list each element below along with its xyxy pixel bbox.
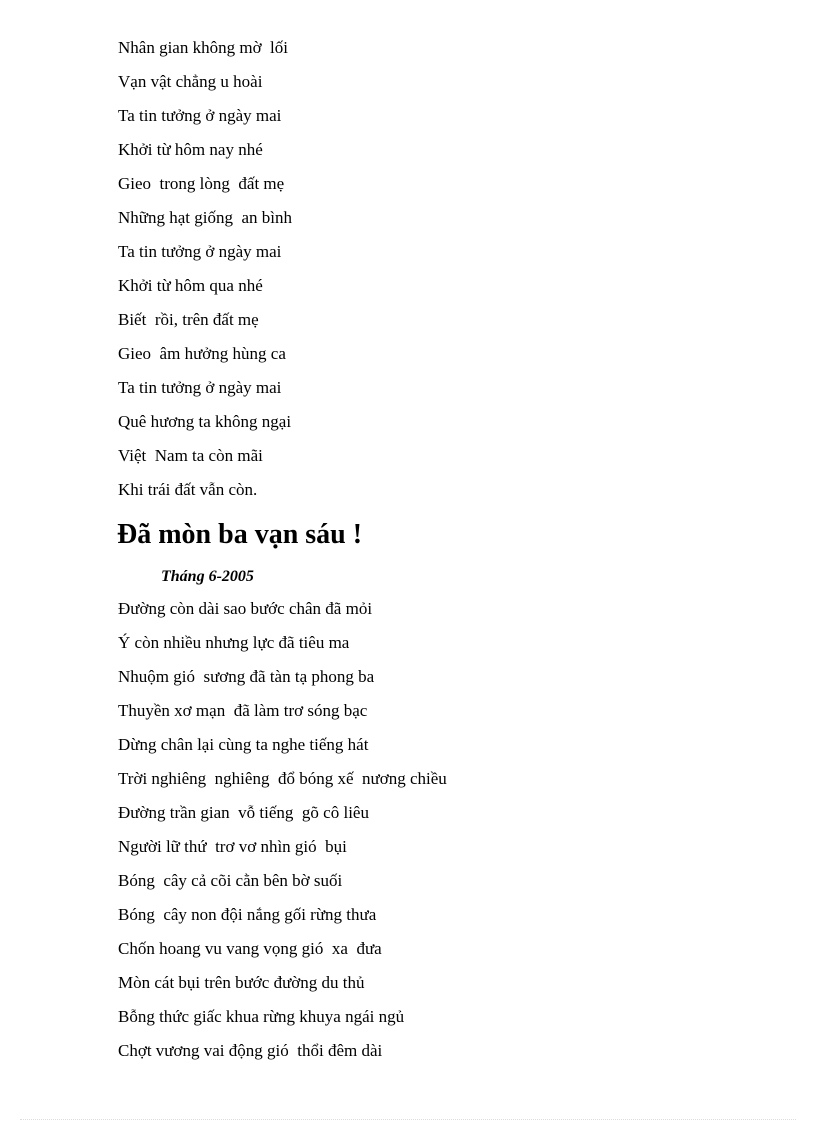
poem-stanza-1: [118, 31, 292, 507]
poem-line: Những hạt giống an bình: [118, 208, 293, 227]
poem-line: Bóng cây cả cõi cằn bên bờ suối: [118, 871, 343, 890]
poem-line: Nhân gian không mờ lối: [118, 38, 288, 57]
poem-line: Nhuộm gió sương đã tàn tạ phong ba: [118, 667, 375, 686]
poem-line: Ta tin tưởng ở ngày mai: [118, 106, 282, 125]
poem-line: Trời nghiêng nghiêng đổ bóng xế nương chiều: [118, 769, 447, 788]
page-border: [20, 1119, 796, 1120]
poem-line: Biết rồi, trên đất mẹ: [118, 310, 259, 329]
poem-line: Dừng chân lại cùng ta nghe tiếng hát: [118, 735, 369, 754]
poem-stanza-2: [118, 592, 447, 1068]
poem-line: Khi trái đất vẫn còn.: [118, 480, 258, 499]
poem-title: Đã mòn ba vạn sáu !: [117, 519, 363, 550]
poem-line: Đường trần gian vỗ tiếng gõ cô liêu: [118, 803, 369, 822]
poem-date: Tháng 6-2005: [161, 568, 254, 585]
poem-line: Việt Nam ta còn mãi: [118, 446, 263, 465]
poem-line: Thuyền xơ mạn đã làm trơ sóng bạc: [118, 701, 368, 720]
poem-line: Bỗng thức giấc khua rừng khuya ngái ngủ: [118, 1007, 405, 1026]
poem-line: Ta tin tưởng ở ngày mai: [118, 378, 282, 397]
poem-line: Quê hương ta không ngại: [118, 412, 292, 431]
poem-line: Người lữ thứ trơ vơ nhìn gió bụi: [118, 837, 347, 856]
poem-line: Chốn hoang vu vang vọng gió xa đưa: [118, 939, 382, 958]
poem-line: Mòn cát bụi trên bước đường du thủ: [118, 973, 365, 992]
poem-line: Chợt vương vai động gió thổi đêm dài: [118, 1041, 383, 1060]
poem-line: Ý còn nhiều nhưng lực đã tiêu ma: [118, 633, 350, 652]
poem-line: Ta tin tưởng ở ngày mai: [118, 242, 282, 261]
poem-line: Bóng cây non đội nắng gối rừng thưa: [118, 905, 377, 924]
poem-line: Khởi từ hôm qua nhé: [118, 276, 263, 295]
poem-line: Khởi từ hôm nay nhé: [118, 140, 263, 159]
poem-line: Đường còn dài sao bước chân đã mỏi: [118, 599, 373, 618]
poem-line: Vạn vật chẳng u hoài: [118, 72, 263, 91]
poem-line: Gieo âm hưởng hùng ca: [118, 344, 286, 363]
poem-line: Gieo trong lòng đất mẹ: [118, 174, 285, 193]
